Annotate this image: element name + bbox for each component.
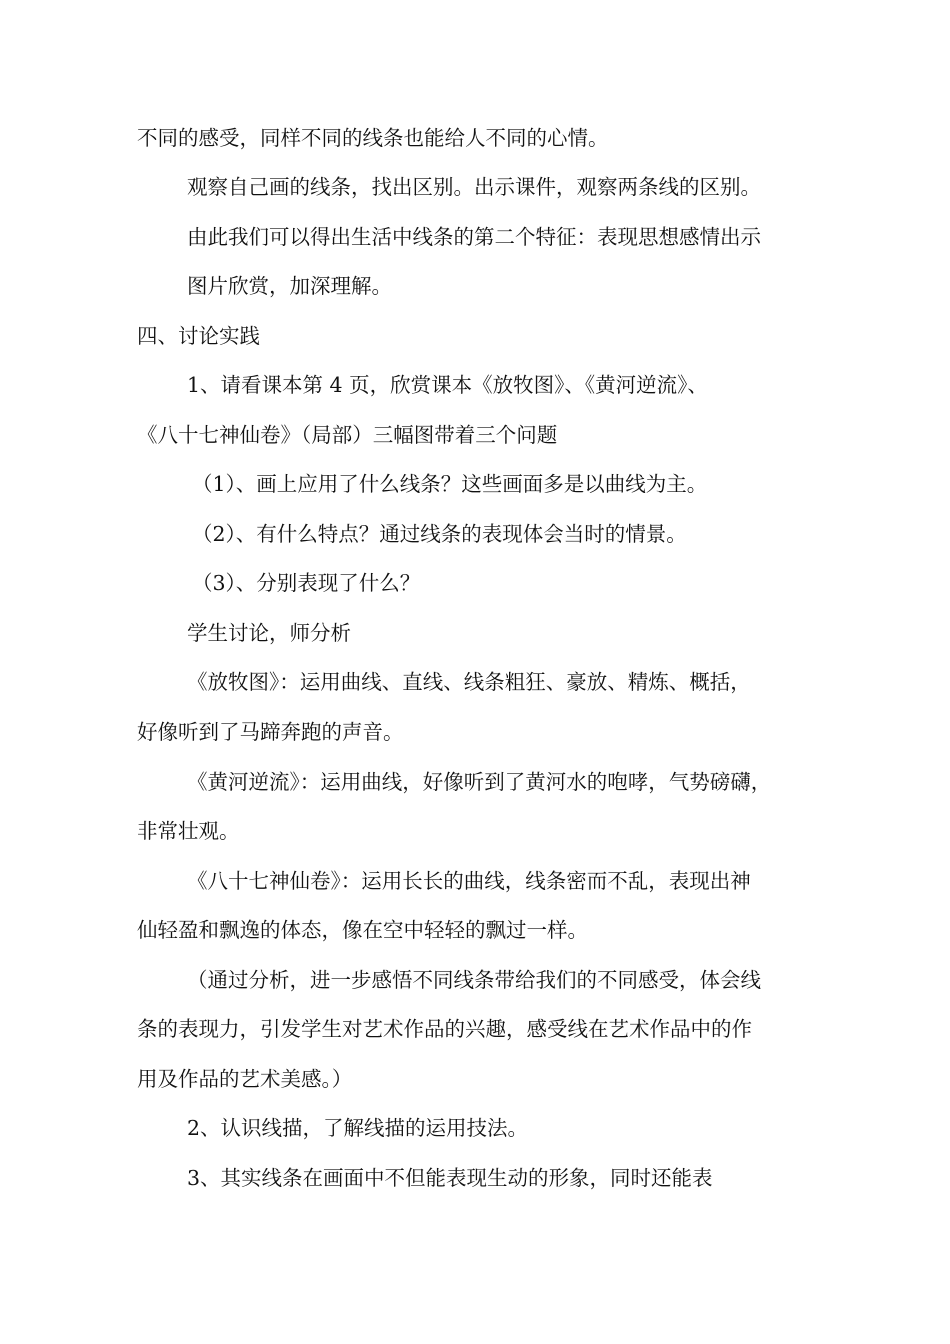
text-line: 由此我们可以得出生活中线条的第二个特征：表现思想感情出示 bbox=[187, 225, 761, 249]
text-line: 3、其实线条在画面中不但能表现生动的形象，同时还能表 bbox=[187, 1166, 713, 1190]
text-line: 学生讨论，师分析 bbox=[187, 621, 351, 645]
section-heading: 四、讨论实践 bbox=[137, 324, 260, 348]
text-line: 2、认识线描，了解线描的运用技法。 bbox=[187, 1116, 529, 1140]
text-line: 非常壮观。 bbox=[137, 819, 240, 843]
text-line: 《八十七神仙卷》（局部）三幅图带着三个问题 bbox=[137, 423, 558, 447]
text-line: 《放牧图》：运用曲线、直线、线条粗狂、豪放、精炼、概括， bbox=[187, 670, 751, 694]
question-item: （1）、画上应用了什么线条？这些画面多是以曲线为主。 bbox=[192, 472, 708, 496]
text-line: 1、请看课本第 4 页，欣赏课本《放牧图》、《黄河逆流》、 bbox=[187, 373, 708, 397]
text-line: 好像听到了马蹄奔跑的声音。 bbox=[137, 720, 404, 744]
text-line: （通过分析，进一步感悟不同线条带给我们的不同感受，体会线 bbox=[187, 968, 761, 992]
text-line: 仙轻盈和飘逸的体态，像在空中轻轻的飘过一样。 bbox=[137, 918, 588, 942]
text-line: 《八十七神仙卷》：运用长长的曲线，线条密而不乱，表现出神 bbox=[187, 869, 751, 893]
text-line: 图片欣赏，加深理解。 bbox=[187, 274, 392, 298]
text-line: 观察自己画的线条，找出区别。出示课件，观察两条线的区别。 bbox=[187, 175, 761, 199]
text-line: 不同的感受，同样不同的线条也能给人不同的心情。 bbox=[137, 126, 609, 150]
question-item: （2）、有什么特点？通过线条的表现体会当时的情景。 bbox=[192, 522, 687, 546]
question-item: （3）、分别表现了什么？ bbox=[192, 571, 421, 595]
text-line: 条的表现力，引发学生对艺术作品的兴趣，感受线在艺术作品中的作 bbox=[137, 1017, 752, 1041]
text-line: 《黄河逆流》：运用曲线，好像听到了黄河水的咆哮，气势磅礴， bbox=[187, 770, 772, 794]
text-line: 用及作品的艺术美感。） bbox=[137, 1067, 353, 1091]
